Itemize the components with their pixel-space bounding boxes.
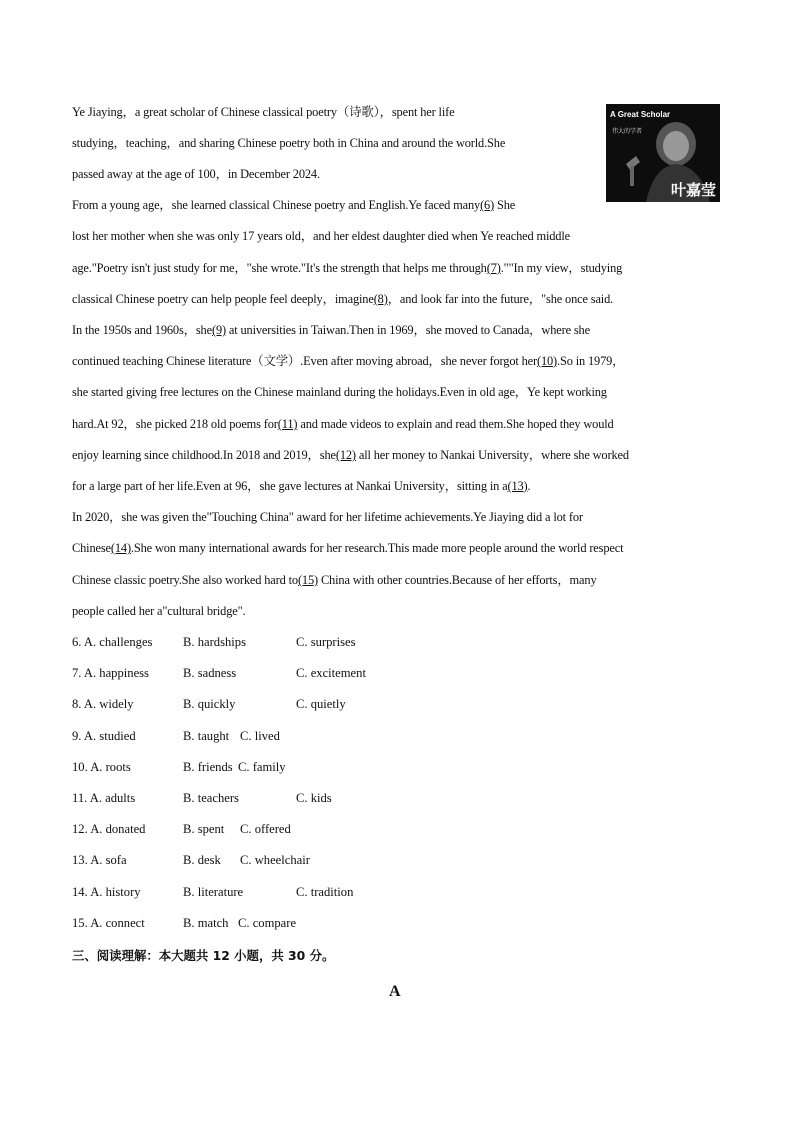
question-8-option-a: 8. A. widely bbox=[72, 697, 134, 711]
blank-14: (14) bbox=[110, 541, 131, 555]
question-13-option-a: 13. A. sofa bbox=[72, 853, 127, 867]
passage-line-13: for a large part of her life.Even at 96，she gave lectures at Nankai University，sitting in a(13). bbox=[72, 479, 531, 493]
blank-10: (10) bbox=[536, 354, 558, 368]
question-9-option-c: C. lived bbox=[240, 729, 280, 743]
passage-line-2: studying，teaching，and sharing Chinese poetry both in China and around the world.She bbox=[72, 136, 506, 150]
passage-line-12: enjoy learning since childhood.In 2018 and 2019，she(12) all her money to Nankai University，where she worked bbox=[72, 448, 629, 462]
passage-line-14: In 2020，she was given the"Touching China" award for her lifetime achievements.Ye Jiaying did a lot for bbox=[72, 510, 583, 524]
question-14-option-a: 14. A. history bbox=[72, 885, 141, 899]
question-11-option-b: B. teachers bbox=[183, 791, 239, 805]
passage-line-7: classical Chinese poetry can help people feel deeply，imagine(8)，and look far into the future，"she once said. bbox=[72, 292, 614, 306]
question-13-option-b: B. desk bbox=[183, 853, 221, 867]
question-7-option-a: 7. A. happiness bbox=[72, 666, 149, 680]
blank-9: (9) bbox=[211, 323, 226, 337]
passage-line-3: passed away at the age of 100，in December 2024. bbox=[72, 167, 320, 181]
blank-13: (13) bbox=[507, 479, 528, 493]
question-10-option-a: 10. A. roots bbox=[72, 760, 131, 774]
passage-line-8: In the 1950s and 1960s，she(9) at universities in Taiwan.Then in 1969，she moved to Canada，where she bbox=[72, 323, 590, 337]
question-10-option-c: C. family bbox=[238, 760, 286, 774]
question-12-option-b: B. spent bbox=[183, 822, 225, 836]
blank-11: (11) bbox=[277, 417, 298, 431]
section-heading: 三、阅读理解：本大题共 12 小题，共 30 分。 bbox=[72, 948, 335, 963]
question-6-option-b: B. hardships bbox=[183, 635, 246, 649]
passage-line-1: Ye Jiaying，a great scholar of Chinese classical poetry（诗歌），spent her life bbox=[72, 105, 455, 119]
blank-6: (6) bbox=[480, 198, 495, 212]
passage-line-17: people called her a"cultural bridge". bbox=[72, 604, 246, 618]
question-7-option-c: C. excitement bbox=[296, 666, 366, 680]
question-13-option-c: C. wheelchair bbox=[240, 853, 310, 867]
question-15-option-c: C. compare bbox=[238, 916, 297, 930]
question-15-option-a: 15. A. connect bbox=[72, 916, 145, 930]
photo-caption-subtitle: 伟大的学者 bbox=[612, 128, 643, 135]
question-12-option-a: 12. A. donated bbox=[72, 822, 146, 836]
passage-line-15: Chinese(14).She won many international awards for her research.This made more people around the world respect bbox=[72, 541, 624, 555]
photo-caption-name: 叶嘉莹 bbox=[670, 181, 716, 199]
passage-line-9: continued teaching Chinese literature（文学）.Even after moving abroad，she never forgot her(10).So in 1979， bbox=[72, 354, 625, 368]
blank-7: (7) bbox=[486, 261, 501, 275]
photo-caption-title: A Great Scholar bbox=[610, 110, 671, 119]
question-14-option-b: B. literature bbox=[183, 885, 244, 899]
passage-line-5: lost her mother when she was only 17 years old，and her eldest daughter died when Ye reached middle bbox=[72, 229, 570, 243]
question-14-option-c: C. tradition bbox=[296, 885, 354, 899]
blank-12: (12) bbox=[335, 448, 356, 462]
question-9-option-b: B. taught bbox=[183, 729, 230, 743]
passage-line-10: she started giving free lectures on the Chinese mainland during the holidays.Even in old age，Ye kept working bbox=[72, 385, 607, 399]
question-12-option-c: C. offered bbox=[240, 822, 291, 836]
blank-8: (8) bbox=[373, 292, 388, 306]
question-9-option-a: 9. A. studied bbox=[72, 729, 136, 743]
blank-15: (15) bbox=[297, 573, 318, 587]
scholar-photo bbox=[606, 104, 720, 202]
passage-line-11: hard.At 92，she picked 218 old poems for(11) and made videos to explain and read them.She hoped they would bbox=[72, 417, 614, 431]
part-label: A bbox=[389, 983, 401, 1000]
question-6-option-a: 6. A. challenges bbox=[72, 635, 153, 649]
question-15-option-b: B. match bbox=[183, 916, 229, 930]
question-7-option-b: B. sadness bbox=[183, 666, 237, 680]
question-10-option-b: B. friends bbox=[183, 760, 233, 774]
question-11-option-c: C. kids bbox=[296, 791, 332, 805]
question-6-option-c: C. surprises bbox=[296, 635, 356, 649]
question-8-option-c: C. quietly bbox=[296, 697, 346, 711]
question-8-option-b: B. quickly bbox=[183, 697, 236, 711]
question-11-option-a: 11. A. adults bbox=[72, 791, 136, 805]
passage-line-4: From a young age，she learned classical Chinese poetry and English.Ye faced many(6) She bbox=[72, 198, 516, 212]
passage-line-6: age."Poetry isn't just study for me，"she wrote."It's the strength that helps me through(7).""In my view，studying bbox=[72, 261, 623, 275]
passage-line-16: Chinese classic poetry.She also worked hard to(15) China with other countries.Because of her efforts，many bbox=[72, 573, 597, 587]
